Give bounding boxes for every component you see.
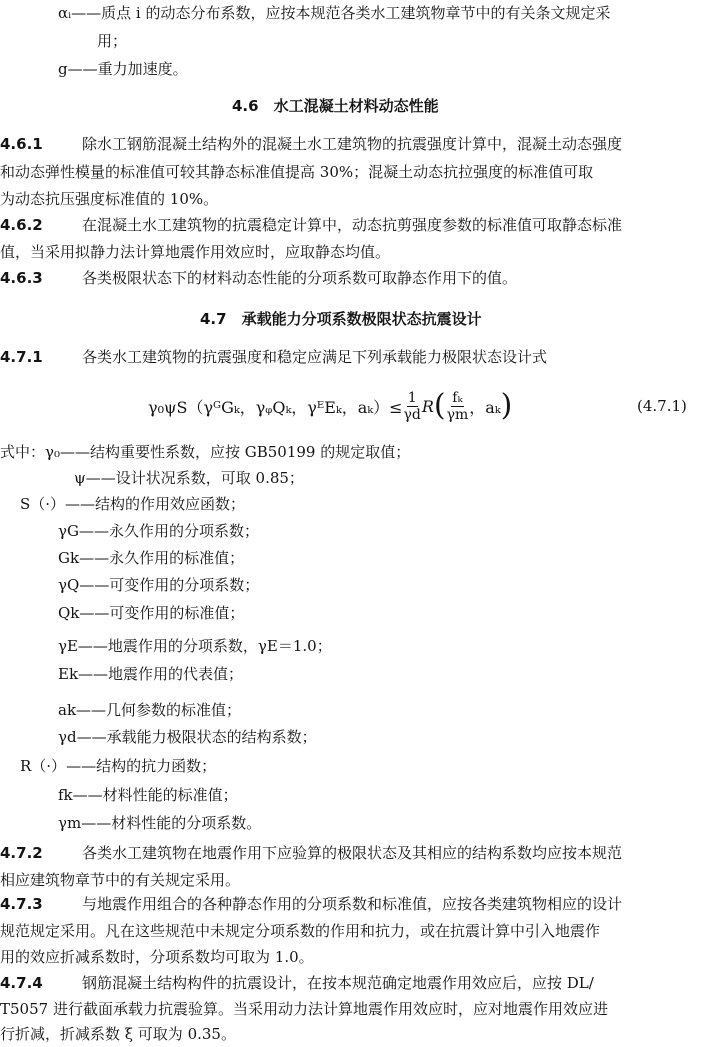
clause-4-6-2-line2: 值，当采用拟静力法计算地震作用效应时，应取静态均值。 <box>0 243 391 261</box>
where-row <box>58 727 317 747</box>
clause-4-6-1-line1 <box>0 134 622 154</box>
symbol: ψ <box>74 469 86 487</box>
resistance-symbol: R <box>421 396 434 416</box>
where-row <box>58 664 243 684</box>
def-alpha-i-line2: 用； <box>97 32 128 50</box>
description: ——可变作用的分项系数； <box>79 576 260 594</box>
clause-4-7-2-line2: 相应建筑物章节中的有关规定采用。 <box>0 871 241 889</box>
clause-text: 各类水工建筑物在地震作用下应验算的极限状态及其相应的结构系数均应按本规范 <box>82 844 623 862</box>
clause-text: 各类极限状态下的材料动态性能的分项系数可取静态作用下的值。 <box>82 269 518 287</box>
symbol: γE <box>58 637 78 655</box>
where-row <box>58 785 238 805</box>
equation-lhs: γ₀ψS（γᴳGₖ，γᵩQₖ，γᴱEₖ，aₖ）≤ <box>148 397 403 417</box>
def-g: g——重力加速度。 <box>58 60 188 78</box>
clause-text: 钢筋混凝土结构构件的抗震设计，在按本规范确定地震作用效应后，应按 DL/ <box>82 974 594 992</box>
equation-4-7-1 <box>148 384 512 428</box>
description: ——可变作用的标准值； <box>79 604 245 622</box>
clause-number: 4.6.3 <box>0 269 43 287</box>
clause-4-7-3-line2: 规范规定采用。凡在这些规范中未规定分项系数的作用和抗力，或在抗震计算中引入地震作 <box>0 922 601 940</box>
symbol: 式中：γ₀ <box>0 443 60 461</box>
fraction-fk-over-gamma-m <box>447 390 469 423</box>
description: ——承载能力极限状态的结构系数； <box>76 728 317 746</box>
where-row <box>58 813 261 833</box>
description: ——永久作用的标准值； <box>79 549 245 567</box>
clause-number: 4.6.2 <box>0 216 43 234</box>
symbol: Ek <box>58 665 79 683</box>
clause-4-7-4-line2: T5057 进行截面承载力抗震验算。当采用动力法计算地震作用效应时，应对地震作用效应进 <box>0 1000 608 1018</box>
clause-4-7-3-line1 <box>0 894 622 914</box>
where-row <box>58 700 241 720</box>
where-row <box>58 636 332 656</box>
clause-4-7-4-line1 <box>0 973 594 993</box>
clause-4-6-2-line1 <box>0 215 622 235</box>
where-row <box>58 575 259 595</box>
def-alpha-i-line1: αᵢ——质点 i 的动态分布系数，应按本规范各类水工建筑物章节中的有关条文规定采 <box>58 4 611 22</box>
section-title-4-6: 4.6 水工混凝土材料动态性能 <box>232 97 439 115</box>
clause-number: 4.7.1 <box>0 348 43 366</box>
where-row <box>0 442 410 462</box>
fraction-1-over-gamma-d <box>404 390 421 423</box>
description: ——设计状况系数，可取 0.85； <box>85 469 304 487</box>
fraction-numerator: 1 <box>407 389 417 406</box>
fraction-denominator: γd <box>403 406 421 423</box>
clause-text: 与地震作用组合的各种静态作用的分项系数和标准值，应按各类建筑物相应的设计 <box>82 895 623 913</box>
clause-number: 4.7.3 <box>0 895 43 913</box>
clause-4-7-2-line1 <box>0 843 622 863</box>
clause-4-7-3-line3: 用的效应折减系数时，分项系数均可取为 1.0。 <box>0 948 314 966</box>
where-row <box>58 521 259 541</box>
where-row <box>20 494 245 514</box>
where-row <box>74 468 304 488</box>
equation-tail: ，aₖ <box>469 397 501 417</box>
description: ——结构重要性系数，应按 GB50199 的规定取值； <box>59 443 411 461</box>
fraction-denominator: γm <box>446 406 469 423</box>
clause-number: 4.7.4 <box>0 974 43 992</box>
clause-number: 4.6.1 <box>0 135 43 153</box>
symbol: ak <box>58 701 77 719</box>
symbol: γm <box>58 814 82 832</box>
left-paren: ( <box>433 388 446 423</box>
where-row <box>20 756 216 776</box>
symbol: Qk <box>58 604 80 622</box>
clause-4-6-3 <box>0 268 517 288</box>
description: ——地震作用的代表值； <box>78 665 244 683</box>
symbol: γQ <box>58 576 80 594</box>
symbol: S（·） <box>20 495 66 513</box>
right-paren: ) <box>500 388 513 423</box>
symbol: γG <box>58 522 79 540</box>
fraction-numerator: fₖ <box>452 389 463 406</box>
clause-number: 4.7.2 <box>0 844 43 862</box>
description: ——材料性能的分项系数。 <box>81 814 262 832</box>
description: ——永久作用的分项系数； <box>78 522 259 540</box>
description: ——材料性能的标准值； <box>72 786 238 804</box>
clause-4-7-4-line3: 行折减，折减系数 ξ 可取为 0.35。 <box>0 1025 236 1043</box>
where-row <box>58 603 244 623</box>
where-row <box>58 548 244 568</box>
description: ——几何参数的标准值； <box>76 701 242 719</box>
clause-4-6-1-line3: 为动态抗压强度标准值的 10%。 <box>0 190 219 208</box>
symbol: fk <box>58 786 73 804</box>
symbol: Gk <box>58 549 80 567</box>
description: ——地震作用的分项系数，γE＝1.0； <box>77 637 332 655</box>
clause-text: 在混凝土水工建筑物的抗震稳定计算中，动态抗剪强度参数的标准值可取静态标准 <box>82 216 623 234</box>
symbol: γd <box>58 728 77 746</box>
clause-4-6-1-line2: 和动态弹性模量的标准值可较其静态标准值提高 30%；混凝土动态抗拉强度的标准值可取 <box>0 163 594 181</box>
clause-4-7-1 <box>0 347 547 367</box>
section-title-4-7: 4.7 承载能力分项系数极限状态抗震设计 <box>200 310 482 328</box>
clause-text: 除水工钢筋混凝土结构外的混凝土水工建筑物的抗震强度计算中，混凝土动态强度 <box>82 135 623 153</box>
description: ——结构的抗力函数； <box>66 757 217 775</box>
clause-text: 各类水工建筑物的抗震强度和稳定应满足下列承载能力极限状态设计式 <box>82 348 548 366</box>
symbol: R（·） <box>20 757 67 775</box>
equation-number: (4.7.1) <box>637 397 687 415</box>
description: ——结构的作用效应函数； <box>65 495 246 513</box>
